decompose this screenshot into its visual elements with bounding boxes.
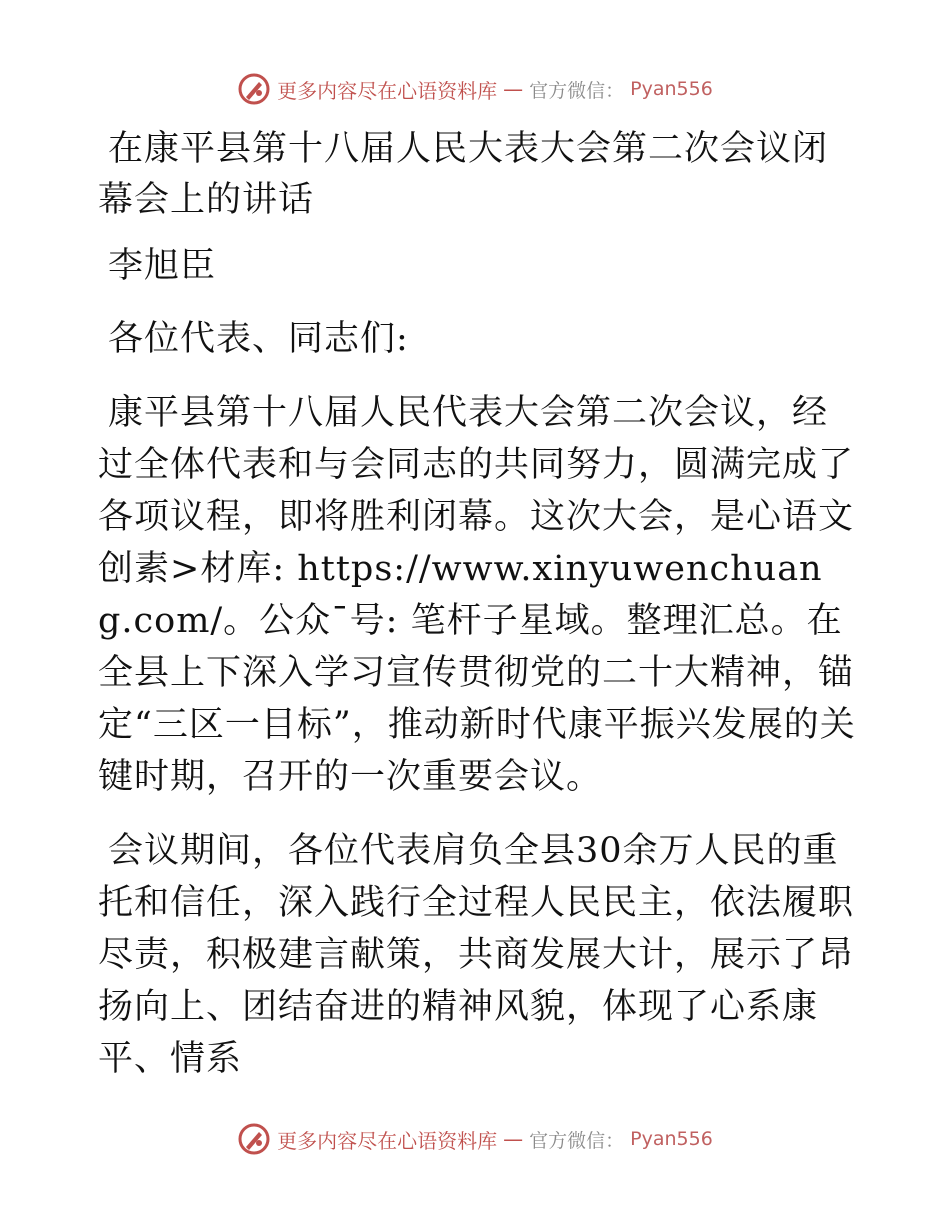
watermark-id: Pyan556 (630, 1128, 713, 1150)
paragraph-1: 康平县第十八届人民代表大会第二次会议，经过全体代表和与会同志的共同努力，圆满完成了各项议程，即将胜利闭幕。这次大会，是心语文创素>材库: https://www.xinyuwenchuang.com/。公众¯号: 笔杆子星域。整理汇总。在全县上下深入学习宣传贯彻党的二十大精神，锚定“三区一目标”，推动新时代康平振兴发展的关键时期，召开的一次重要会议。 (98, 393, 856, 797)
pen-logo-icon (237, 72, 271, 106)
document-title: 在康平县第十八届人民大表大会第二次会议闭幕会上的讲话 (98, 129, 829, 220)
document-body (98, 124, 858, 1085)
watermark-separator: — (503, 1127, 524, 1151)
watermark-footer (0, 1122, 950, 1156)
watermark-site: 更多内容尽在心语资料库 (277, 78, 498, 103)
paragraph-2: 会议期间，各位代表肩负全县30余万人民的重托和信任，深入践行全过程人民民主，依法履职尽责，积极建言献策，共商发展大计，展示了昂扬向上、团结奋进的精神风貌，体现了心系康平、情系 (98, 831, 855, 1079)
watermark-label: 官方微信： (529, 1129, 625, 1152)
document-author: 李旭臣 (108, 246, 217, 286)
pen-logo-icon (237, 1122, 271, 1156)
watermark-header (0, 72, 950, 106)
watermark-site: 更多内容尽在心语资料库 (277, 1128, 498, 1153)
watermark-id: Pyan556 (630, 78, 713, 100)
watermark-label: 官方微信： (529, 79, 625, 102)
document-salutation: 各位代表、同志们: (108, 319, 409, 359)
watermark-separator: — (503, 77, 524, 101)
